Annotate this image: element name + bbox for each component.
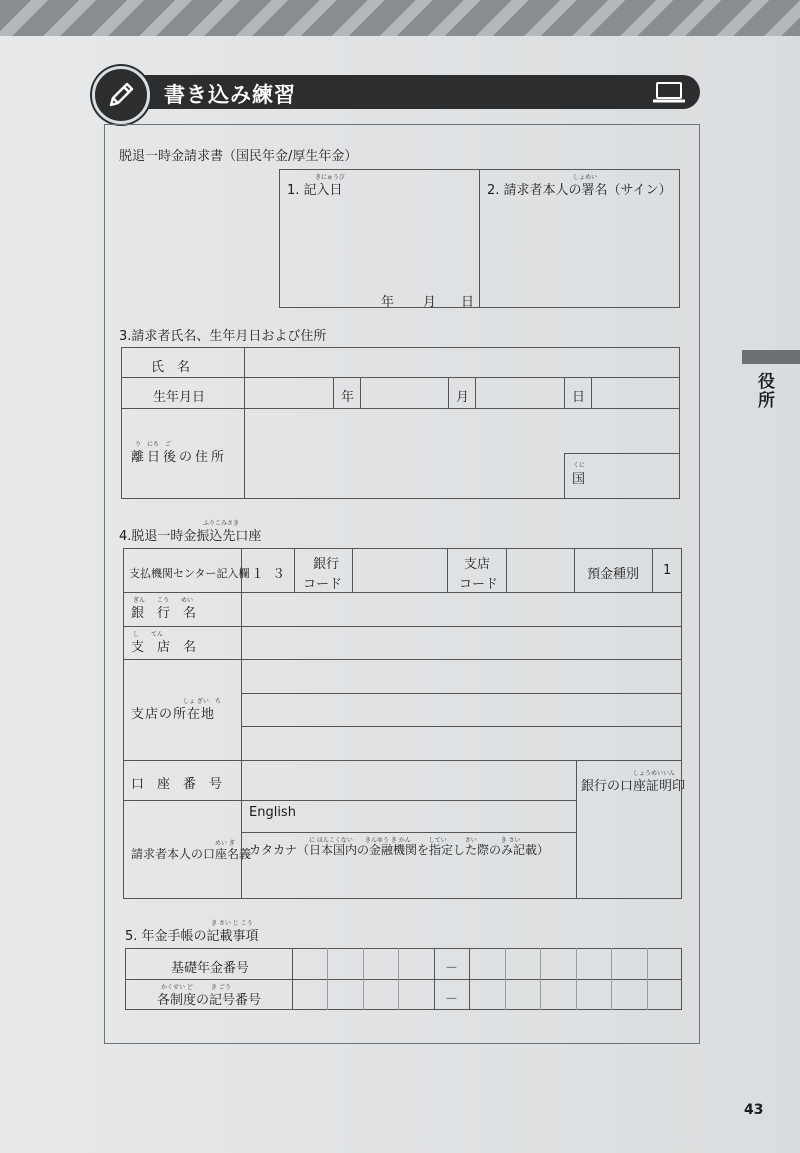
form-title: 脱退一時金請求書（国民年金/厚生年金）	[119, 149, 358, 164]
col-line	[292, 948, 293, 1010]
center-code-digits: １ ３	[251, 567, 288, 582]
date-input-area[interactable]	[281, 197, 477, 287]
row-line	[123, 760, 682, 761]
col-line	[447, 548, 448, 592]
birth-day-input[interactable]	[477, 379, 563, 407]
row-line	[123, 626, 682, 627]
branch-name-input[interactable]	[243, 628, 680, 658]
section5-title: 5. 年金手帳の記載事項	[125, 929, 259, 944]
row-line	[125, 979, 682, 980]
signature-input-area[interactable]	[481, 197, 677, 305]
ruby: ぎん こう めい	[133, 597, 194, 604]
basic-pension-number-label: 基礎年金番号	[171, 961, 250, 976]
deposit-type-label: 預金種別	[587, 567, 640, 582]
divider	[479, 169, 480, 308]
col-line	[574, 548, 575, 592]
col-line	[564, 377, 565, 408]
side-tab-marker	[742, 350, 800, 364]
section4-title: 4.脱退一時金振込先口座	[119, 529, 262, 544]
name-input[interactable]	[246, 349, 678, 376]
english-name-label: English	[249, 805, 296, 820]
basic-pension-number-input[interactable]	[294, 950, 680, 978]
account-holder-label: 請求者本人の口座名義	[131, 847, 252, 861]
birth-month-unit: 月	[456, 390, 470, 405]
ruby: しょ ざい ち	[183, 698, 221, 705]
section3-title: 3.請求者氏名、生年月日および住所	[119, 329, 327, 344]
row-line	[121, 377, 680, 378]
katakana-name-input[interactable]	[243, 857, 575, 898]
date-day-unit: 日	[461, 295, 475, 310]
col-line	[352, 548, 353, 592]
center-use-label: 支払機関センター記入欄	[129, 567, 250, 580]
row-line	[123, 800, 576, 801]
english-name-input[interactable]	[355, 802, 575, 831]
certification-stamp-area[interactable]	[578, 795, 680, 897]
ruby: り にち ご	[135, 441, 172, 448]
ruby: ふりこみさき	[203, 520, 240, 527]
col-line	[448, 377, 449, 408]
top-decorative-band	[0, 0, 800, 36]
ruby: しょうめいいん	[633, 770, 676, 777]
ruby: かくせい ど き ごう	[161, 984, 231, 991]
branch-name-label: 支 店 名	[131, 640, 197, 655]
pencil-icon	[92, 66, 150, 124]
branch-address-label: 支店の所在地	[131, 707, 216, 722]
system-number-label: 各制度の記号番号	[157, 993, 262, 1008]
country-input[interactable]	[593, 455, 678, 497]
ruby: きにゅうび	[315, 174, 345, 181]
ruby: くに	[573, 462, 586, 469]
ruby: に ほんこくない きんゆう き かん してい さい き さい	[309, 837, 521, 844]
date-month-unit: 月	[423, 295, 437, 310]
certification-stamp-label: 銀行の口座証明印	[581, 779, 686, 794]
account-number-label: 口 座 番 号	[131, 777, 223, 792]
ruby: し てん	[133, 631, 164, 638]
col-line	[576, 760, 577, 899]
ruby: めい ぎ	[215, 840, 235, 847]
side-tab-label: 役所	[754, 372, 774, 410]
col-line	[244, 347, 245, 499]
row-line	[123, 659, 682, 660]
col-line	[333, 377, 334, 408]
katakana-name-label: カタカナ（日本国内の金融機関を指定した際のみ記載）	[249, 843, 550, 857]
date-label: 1. 記入日	[287, 183, 343, 198]
branch-address-input[interactable]	[243, 661, 680, 759]
address-label: 離日後の住所	[131, 450, 228, 465]
row-line	[241, 832, 576, 833]
practice-form-frame	[104, 124, 700, 1044]
bank-name-input[interactable]	[243, 594, 680, 625]
col-line	[652, 548, 653, 592]
signature-label: 2. 請求者本人の署名（サイン）	[487, 183, 672, 198]
account-number-input[interactable]	[243, 762, 575, 799]
col-line	[591, 377, 592, 408]
header-title: 書き込み練習	[164, 83, 296, 107]
laptop-icon	[652, 80, 686, 108]
col-line	[475, 377, 476, 408]
branch-code-label: 支店	[464, 557, 491, 572]
country-label: 国	[572, 472, 586, 487]
section-header	[92, 66, 702, 118]
birth-month-input[interactable]	[362, 379, 447, 407]
deposit-type-value: 1	[663, 563, 672, 578]
bank-name-label: 銀 行 名	[131, 606, 197, 621]
col-line	[294, 548, 295, 592]
address-input[interactable]	[246, 410, 678, 452]
birth-year-input[interactable]	[246, 379, 332, 407]
system-number-dash: －	[445, 992, 459, 1007]
bank-code-sublabel: コード	[303, 577, 343, 592]
row-line	[121, 408, 680, 409]
page-number: 43	[744, 1102, 764, 1118]
bank-code-label: 銀行	[313, 557, 340, 572]
row-line	[123, 592, 682, 593]
basic-number-dash: －	[445, 961, 459, 976]
branch-code-sublabel: コード	[459, 577, 499, 592]
name-label: 氏 名	[151, 360, 191, 375]
col-line	[506, 548, 507, 592]
date-year-unit: 年	[381, 295, 395, 310]
birth-year-unit: 年	[341, 390, 355, 405]
system-number-input[interactable]	[294, 981, 680, 1009]
birthdate-label: 生年月日	[153, 390, 206, 405]
ruby: き さい じ こう	[211, 920, 253, 927]
col-line	[360, 377, 361, 408]
birth-day-unit: 日	[572, 390, 586, 405]
ruby: しょめい	[573, 174, 598, 181]
